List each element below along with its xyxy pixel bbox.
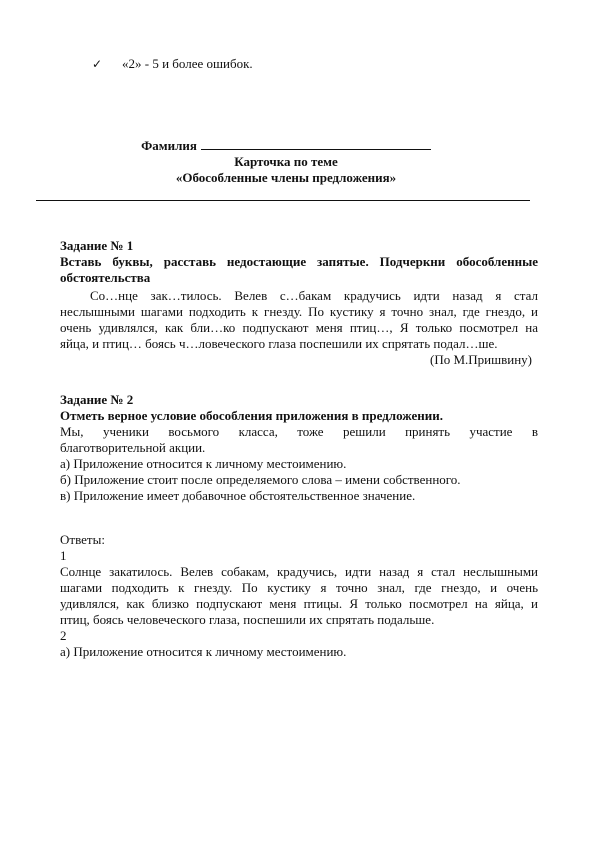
task1-text-line: Со…нце зак…тилось. Велев с…бакам крадучись идти назад я стал	[90, 288, 538, 303]
task2-sentence-cont: благотворительной акции.	[60, 440, 206, 455]
task2-section	[60, 392, 538, 504]
answer1-line: шагами подходить к гнезду. По кустику я точно знал, где гнездо, и очень	[60, 580, 538, 595]
task1-heading: Задание № 1	[60, 238, 134, 253]
answer-number: 2	[60, 628, 67, 643]
task2-option-b: б) Приложение стоит после определяемого слова – имени собственного.	[60, 472, 461, 487]
task1-section	[60, 238, 538, 368]
surname-line	[36, 137, 536, 154]
grading-text: «2» - 5 и более ошибок.	[122, 56, 253, 71]
grading-line	[92, 56, 253, 72]
task1-instruction-cont: обстоятельства	[60, 270, 151, 285]
card-topic: «Обособленные члены предложения»	[175, 170, 397, 185]
task1-text-line: яйца, и птиц… боясь ч…ловеческого глаза поспешили их спрятать подал…ше.	[60, 336, 498, 351]
task2-option-a: а) Приложение относится к личному местоимению.	[60, 456, 347, 471]
card-title: Карточка по теме	[234, 154, 338, 169]
task1-instruction: Вставь буквы, расставь недостающие запятые. Подчеркни обособленные	[60, 254, 538, 269]
task2-option-c: в) Приложение имеет добавочное обстоятельственное значение.	[60, 488, 416, 503]
answer1-line: удивлялся, как близко подпускают меня птицы. Я только посмотрел на яйца, и	[60, 596, 538, 611]
answer2-text: а) Приложение относится к личному местоимению.	[60, 644, 347, 659]
task1-source: (По М.Пришвину)	[429, 352, 532, 367]
task2-sentence: Мы, ученики восьмого класса, тоже решили принять участие в	[60, 424, 538, 439]
checkmark-icon: ✓	[92, 57, 103, 71]
task2-instruction: Отметь верное условие обособления приложения в предложении.	[60, 408, 443, 423]
answer1-line: птиц, боясь человеческого глаза, поспешили их спрятать подальше.	[60, 612, 435, 627]
answers-heading: Ответы:	[60, 532, 105, 547]
answer-number: 1	[60, 548, 67, 563]
surname-label: Фамилия	[141, 138, 197, 153]
surname-blank	[201, 137, 431, 150]
task1-text-line: очень удивлялся, как бли…ко подпускают меня птиц…, Я только посмотрел на	[60, 320, 538, 335]
answers-section	[60, 532, 538, 660]
task1-text-line: неслышными шагами подходить к гнезду. По кустику я точно знал, где гнездо, и	[60, 304, 538, 319]
task2-heading: Задание № 2	[60, 392, 134, 407]
divider	[36, 200, 530, 201]
answer1-line: Солнце закатилось. Велев собакам, крадучись, идти назад я стал неслышными	[60, 564, 538, 579]
